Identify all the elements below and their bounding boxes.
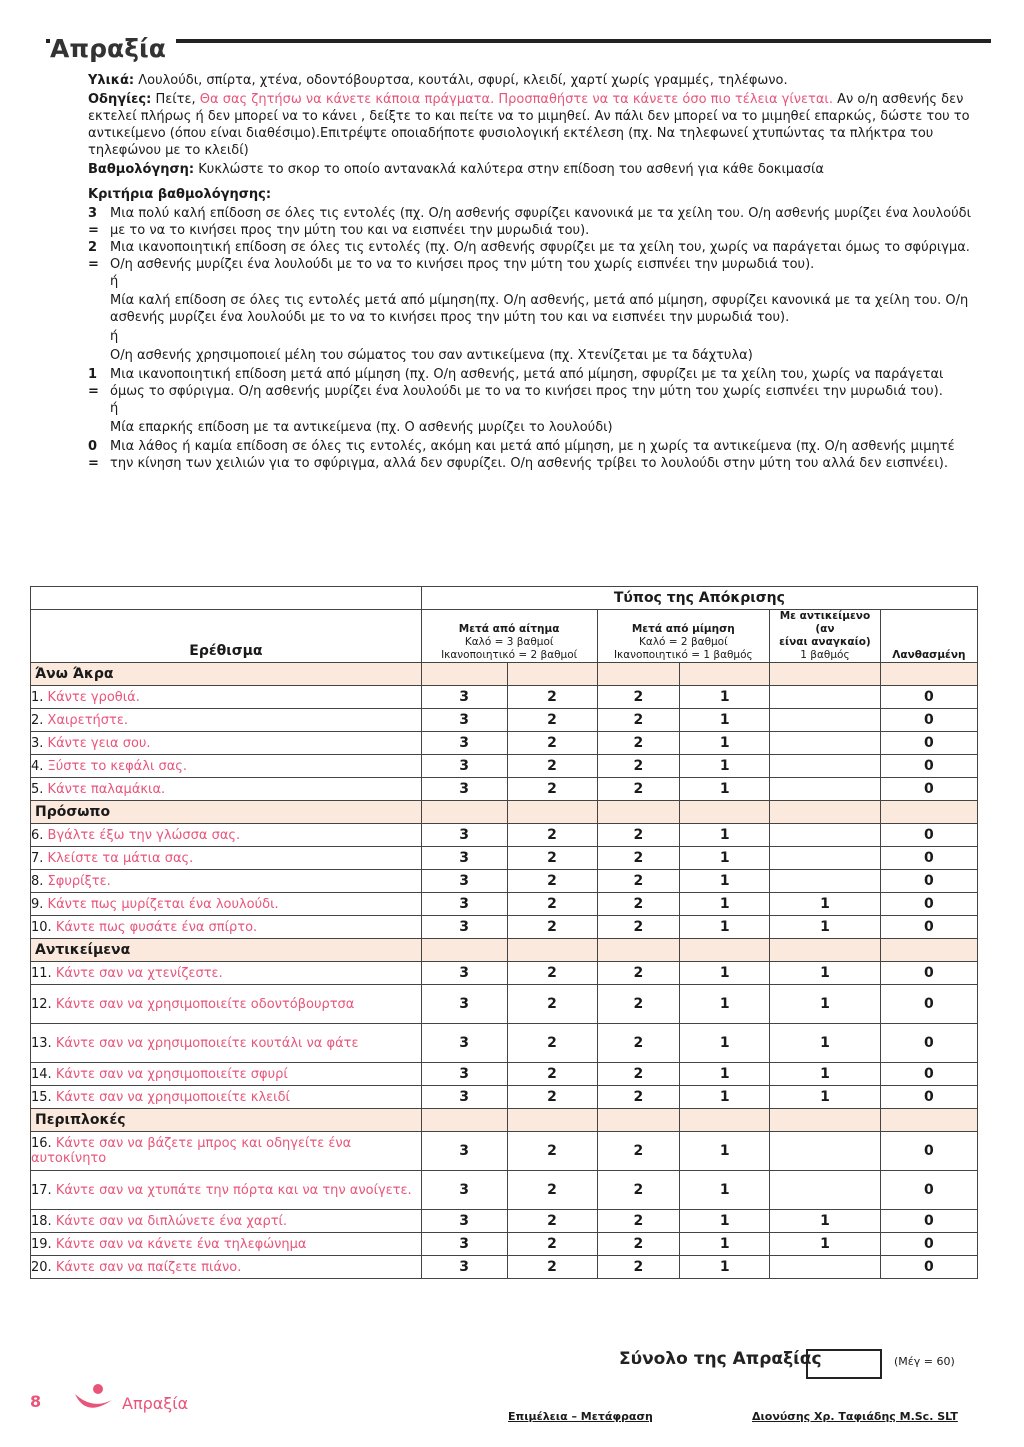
- score-cell[interactable]: 1: [680, 870, 770, 893]
- score-cell[interactable]: 1: [680, 1233, 770, 1256]
- item-text: Κάντε πως μυρίζεται ένα λουλούδι.: [47, 896, 279, 912]
- table-row: [31, 1256, 978, 1279]
- after-imitation-header: Μετά από μίμηση Καλό = 2 βαθμοί Ικανοποιητικό = 1 βαθμός: [597, 610, 770, 663]
- score-cell[interactable]: 3: [421, 1256, 507, 1279]
- stimulus-cell: [31, 1256, 422, 1279]
- table-row: [31, 962, 978, 985]
- stimulus-cell: [31, 893, 422, 916]
- item-number: 15.: [31, 1089, 52, 1105]
- scoring: Βαθμολόγηση: Κυκλώστε το σκορ το οποίο αντανακλά καλύτερα στην επίδοση του ασθενή για κάθε δοκιμασία: [88, 162, 824, 177]
- score-cell[interactable]: 1: [680, 962, 770, 985]
- score-cell[interactable]: 0: [880, 1256, 977, 1279]
- item-number: 12.: [31, 996, 52, 1012]
- score-cell[interactable]: 3: [421, 1132, 507, 1171]
- item-text: Κάντε σαν να παίζετε πιάνο.: [55, 1259, 242, 1275]
- score-cell[interactable]: 0: [880, 962, 977, 985]
- score-cell[interactable]: 1: [770, 962, 881, 985]
- score-cell[interactable]: 0: [880, 1132, 977, 1171]
- score-cell[interactable]: 0: [880, 1086, 977, 1109]
- score-cell[interactable]: 2: [507, 916, 597, 939]
- score-cell[interactable]: 2: [597, 962, 680, 985]
- total-max: (Μέγ = 60): [894, 1355, 955, 1368]
- score-cell[interactable]: 1: [680, 985, 770, 1024]
- score-cell[interactable]: 1: [770, 1024, 881, 1063]
- stimulus-cell: [31, 1210, 422, 1233]
- score-cell[interactable]: 0: [880, 824, 977, 847]
- item-number: 13.: [31, 1035, 52, 1051]
- item-text: Κάντε σαν να χτυπάτε την πόρτα και να την ανοίγετε.: [55, 1182, 412, 1198]
- score-cell[interactable]: 2: [597, 709, 680, 732]
- footer-editing: Επιμέλεια – Μετάφραση: [508, 1410, 653, 1423]
- score-cell[interactable]: 1: [770, 1233, 881, 1256]
- table-row: [31, 985, 978, 1024]
- score-cell: [770, 824, 881, 847]
- item-number: 8.: [31, 873, 44, 889]
- score-cell[interactable]: 2: [597, 1132, 680, 1171]
- score-cell[interactable]: 3: [421, 893, 507, 916]
- score-cell[interactable]: 2: [507, 755, 597, 778]
- page-title: Απραξία: [50, 34, 176, 63]
- stimulus-cell: [31, 916, 422, 939]
- score-cell[interactable]: 2: [507, 1233, 597, 1256]
- score-cell[interactable]: 2: [597, 1063, 680, 1086]
- stimulus-cell: [31, 709, 422, 732]
- item-text: Χαιρετήστε.: [47, 712, 128, 728]
- score-cell[interactable]: 2: [597, 847, 680, 870]
- score-cell[interactable]: 3: [421, 847, 507, 870]
- response-type-header: Τύπος της Απόκρισης: [421, 587, 977, 610]
- score-cell: [770, 870, 881, 893]
- score-cell[interactable]: 0: [880, 985, 977, 1024]
- score-cell[interactable]: 1: [680, 1086, 770, 1109]
- score-cell[interactable]: 1: [680, 916, 770, 939]
- score-cell[interactable]: 3: [421, 1063, 507, 1086]
- score-cell[interactable]: 0: [880, 847, 977, 870]
- score-cell[interactable]: 3: [421, 686, 507, 709]
- score-cell[interactable]: 2: [597, 916, 680, 939]
- score-cell[interactable]: 0: [880, 709, 977, 732]
- item-number: 17.: [31, 1182, 52, 1198]
- item-text: Κάντε σαν να βάζετε μπρος και οδηγείτε ένα αυτοκίνητο: [31, 1136, 352, 1166]
- score-cell[interactable]: 1: [770, 985, 881, 1024]
- score-cell[interactable]: 2: [507, 985, 597, 1024]
- instruction-quote: Θα σας ζητήσω να κάνετε κάποια πράγματα. Προσπαθήστε να τα κάνετε όσο πιο τέλεια γίνεται.: [199, 92, 833, 107]
- score-cell: [770, 755, 881, 778]
- logo-icon: [72, 1380, 116, 1420]
- score-cell[interactable]: 0: [880, 732, 977, 755]
- score-cell[interactable]: 3: [421, 870, 507, 893]
- table-row: [31, 1210, 978, 1233]
- table-row: [31, 1063, 978, 1086]
- item-number: 1.: [31, 689, 44, 705]
- score-cell[interactable]: 1: [680, 1024, 770, 1063]
- score-cell[interactable]: 2: [507, 1132, 597, 1171]
- score-cell: [770, 1132, 881, 1171]
- score-cell[interactable]: 2: [507, 732, 597, 755]
- criterion-0: 0 = Μια λάθος ή καμία επίδοση σε όλες τις εντολές, ακόμη και μετά από μίμηση, με η χωρίς τα αντικείμενα (πχ. Ο/η ασθενής μιμητέ την κίνηση των χειλιών για το σφύριγμα, αλλά δεν σφυρίζει. Ο/η ασθενής τρίβει το λουλούδι στην μύτη του αλλά δεν εισπνέει).: [88, 439, 955, 471]
- item-text: Κάντε γεια σου.: [47, 735, 151, 751]
- criteria-heading: Κριτήρια βαθμολόγησης:: [88, 187, 272, 202]
- criterion-3: 3 = Μια πολύ καλή επίδοση σε όλες τις εντολές (πχ. Ο/η ασθενής σφυρίζει κανονικά με τα χείλη του. Ο/η ασθενής μυρίζει ένα λουλούδι με το να το κινήσει προς την μύτη του και να εισπνέει την μυρωδιά του).: [88, 206, 971, 238]
- criterion-2-alt: Μία καλή επίδοση σε όλες τις εντολές μετά από μίμηση(πχ. Ο/η ασθενής, μετά από μίμηση, σφυρίζει κανονικά με τα χείλη του. Ο/η ασθενής μυρίζει ένα λουλούδι με το να το κινήσει προς την μύτη του και να εισπνέει την μυρωδιά του).: [110, 293, 969, 325]
- stimulus-cell: [31, 870, 422, 893]
- stimulus-cell: [31, 1171, 422, 1210]
- score-cell[interactable]: 1: [680, 847, 770, 870]
- score-cell[interactable]: 1: [680, 1132, 770, 1171]
- stimulus-cell: [31, 1132, 422, 1171]
- score-cell[interactable]: 3: [421, 1210, 507, 1233]
- table-row: [31, 1024, 978, 1063]
- item-text: Κλείστε τα μάτια σας.: [47, 850, 194, 866]
- score-cell[interactable]: 2: [597, 778, 680, 801]
- section-row: [31, 939, 978, 962]
- total-label: Σύνολο της Απραξίας: [619, 1349, 822, 1369]
- score-cell[interactable]: 3: [421, 962, 507, 985]
- score-cell[interactable]: 1: [680, 709, 770, 732]
- score-cell[interactable]: 0: [880, 1210, 977, 1233]
- score-cell[interactable]: 2: [507, 1256, 597, 1279]
- table-row: [31, 1086, 978, 1109]
- item-text: Κάντε σαν να διπλώνετε ένα χαρτί.: [55, 1213, 288, 1229]
- score-cell[interactable]: 2: [507, 1171, 597, 1210]
- score-cell[interactable]: 1: [680, 1171, 770, 1210]
- stimulus-cell: [31, 686, 422, 709]
- score-cell[interactable]: 2: [597, 985, 680, 1024]
- score-cell[interactable]: 2: [597, 1171, 680, 1210]
- score-cell[interactable]: 2: [597, 1086, 680, 1109]
- wrong-header: Λανθασμένη: [880, 610, 977, 663]
- score-cell[interactable]: 1: [680, 732, 770, 755]
- stimulus-cell: [31, 1024, 422, 1063]
- apraxia-score-table: [30, 586, 978, 1279]
- page-number: 8: [30, 1392, 42, 1411]
- score-cell: [770, 732, 881, 755]
- stimulus-header: Ερέθισμα: [31, 610, 422, 663]
- item-number: 7.: [31, 850, 44, 866]
- score-cell[interactable]: 0: [880, 778, 977, 801]
- score-cell[interactable]: 2: [507, 778, 597, 801]
- score-cell[interactable]: 3: [421, 916, 507, 939]
- score-cell[interactable]: 0: [880, 893, 977, 916]
- item-number: 16.: [31, 1136, 52, 1151]
- item-text: Κάντε παλαμάκια.: [47, 781, 166, 797]
- section-name: Άνω Άκρα: [31, 663, 422, 686]
- score-cell[interactable]: 1: [770, 1063, 881, 1086]
- stimulus-cell: [31, 962, 422, 985]
- score-cell[interactable]: 3: [421, 709, 507, 732]
- score-cell[interactable]: 3: [421, 1233, 507, 1256]
- item-text: Κάντε σαν να χρησιμοποιείτε κουτάλι να φάτε: [55, 1035, 359, 1051]
- score-cell[interactable]: 2: [507, 709, 597, 732]
- table-row: [31, 1132, 978, 1171]
- score-cell: [770, 778, 881, 801]
- section-row: [31, 1109, 978, 1132]
- score-cell[interactable]: 3: [421, 824, 507, 847]
- score-cell[interactable]: 1: [770, 893, 881, 916]
- item-text: Κάντε σαν να χτενίζεστε.: [55, 965, 223, 981]
- score-cell: [770, 686, 881, 709]
- score-cell[interactable]: 1: [680, 824, 770, 847]
- stimulus-cell: [31, 1233, 422, 1256]
- score-cell[interactable]: 1: [680, 893, 770, 916]
- criterion-1-alt: Μία επαρκής επίδοση με τα αντικείμενα (πχ. Ο ασθενής μυρίζει το λουλούδι): [110, 420, 613, 435]
- item-number: 20.: [31, 1259, 52, 1275]
- score-cell[interactable]: 2: [597, 893, 680, 916]
- stimulus-cell: [31, 732, 422, 755]
- score-cell: [770, 847, 881, 870]
- score-cell[interactable]: 2: [507, 1210, 597, 1233]
- item-number: 11.: [31, 965, 52, 981]
- table-row: [31, 916, 978, 939]
- table-row: [31, 1171, 978, 1210]
- score-cell[interactable]: 2: [597, 870, 680, 893]
- score-cell[interactable]: 2: [507, 1024, 597, 1063]
- criterion-1: 1 = Μια ικανοποιητική επίδοση μετά από μίμηση (πχ. Ο/η ασθενής, μετά από μίμηση, σφυρίζει με τα χείλη του, χωρίς να παράγεται όμως το σφύριγμα. Ο/η ασθενής μυρίζει ένα λουλούδι με το να το κινήσει προς την μύτη του χωρίς εισπνέει την μυρωδιά του).: [88, 367, 944, 399]
- score-cell[interactable]: 0: [880, 1171, 977, 1210]
- score-cell[interactable]: 2: [507, 870, 597, 893]
- footer-author: Διονύσης Χρ. Ταφιάδης M.Sc. SLT: [752, 1410, 958, 1423]
- or-label: ή: [110, 274, 119, 289]
- stimulus-cell: [31, 847, 422, 870]
- score-cell[interactable]: 0: [880, 755, 977, 778]
- stimulus-cell: [31, 1086, 422, 1109]
- stimulus-cell: [31, 824, 422, 847]
- item-text: Κάντε σαν να χρησιμοποιείτε οδοντόβουρτσα: [55, 996, 355, 1012]
- score-cell: [770, 709, 881, 732]
- score-cell[interactable]: 2: [597, 755, 680, 778]
- item-text: Σφυρίξτε.: [47, 873, 111, 889]
- score-cell[interactable]: 2: [597, 824, 680, 847]
- title-rule: [46, 39, 991, 43]
- score-cell[interactable]: 2: [507, 1063, 597, 1086]
- item-number: 18.: [31, 1213, 52, 1229]
- score-cell[interactable]: 2: [507, 893, 597, 916]
- or-label: ή: [110, 329, 119, 344]
- total-score-box[interactable]: [806, 1349, 882, 1379]
- stimulus-cell: [31, 755, 422, 778]
- table-row: [31, 847, 978, 870]
- score-cell[interactable]: 2: [507, 1086, 597, 1109]
- criterion-2: 2 = Μια ικανοποιητική επίδοση σε όλες τις εντολές (πχ. Ο/η ασθενής σφυρίζει με τα χείλη του, χωρίς να παράγεται όμως το σφύριγμα. Ο/η ασθενής μυρίζει ένα λουλούδι με το να το κινήσει προς την μύτη του χωρίς εισπνέει την μυρωδιά του).: [88, 240, 970, 272]
- score-cell[interactable]: 3: [421, 732, 507, 755]
- item-number: 3.: [31, 735, 44, 751]
- score-cell[interactable]: 2: [597, 1233, 680, 1256]
- item-number: 9.: [31, 896, 44, 912]
- item-number: 14.: [31, 1066, 52, 1082]
- score-cell[interactable]: 2: [597, 1256, 680, 1279]
- with-object-header: Με αντικείμενο (αν είναι αναγκαίο) 1 βαθμός: [770, 610, 881, 663]
- item-number: 2.: [31, 712, 44, 728]
- stimulus-cell: [31, 985, 422, 1024]
- item-number: 19.: [31, 1236, 52, 1252]
- score-cell[interactable]: 1: [770, 1210, 881, 1233]
- score-cell[interactable]: 1: [770, 1086, 881, 1109]
- score-cell[interactable]: 0: [880, 686, 977, 709]
- score-cell[interactable]: 3: [421, 985, 507, 1024]
- footer-section: Απραξία: [122, 1394, 189, 1413]
- item-text: Βγάλτε έξω την γλώσσα σας.: [47, 827, 241, 843]
- section-name: Περιπλοκές: [31, 1109, 422, 1132]
- section-row: [31, 663, 978, 686]
- score-cell[interactable]: 0: [880, 1024, 977, 1063]
- section-name: Αντικείμενα: [31, 939, 422, 962]
- table-row: [31, 870, 978, 893]
- score-cell[interactable]: 2: [597, 1024, 680, 1063]
- score-cell[interactable]: 3: [421, 755, 507, 778]
- criterion-2-alt: Ο/η ασθενής χρησιμοποιεί μέλη του σώματος του σαν αντικείμενα (πχ. Χτενίζεται με τα δάχτυλα): [110, 348, 753, 363]
- stimulus-cell: [31, 1063, 422, 1086]
- score-cell[interactable]: 1: [680, 686, 770, 709]
- score-cell[interactable]: 2: [507, 847, 597, 870]
- score-cell: [770, 1171, 881, 1210]
- item-text: Ξύστε το κεφάλι σας.: [47, 758, 188, 774]
- materials: Υλικά: Λουλούδι, σπίρτα, χτένα, οδοντόβουρτσα, κουτάλι, σφυρί, κλειδί, χαρτί χωρίς γραμμές, τηλέφωνο.: [88, 73, 788, 88]
- section-name: Πρόσωπο: [31, 801, 422, 824]
- table-row: [31, 824, 978, 847]
- score-cell[interactable]: 2: [507, 824, 597, 847]
- item-text: Κάντε σαν να κάνετε ένα τηλεφώνημα: [55, 1236, 307, 1252]
- item-number: 4.: [31, 758, 44, 774]
- table-row: [31, 1233, 978, 1256]
- score-cell[interactable]: 2: [597, 1210, 680, 1233]
- instructions-block: [88, 72, 976, 472]
- or-label: ή: [110, 401, 119, 416]
- table-row: [31, 755, 978, 778]
- after-request-header: Μετά από αίτημα Καλό = 3 βαθμοί Ικανοποιητικό = 2 βαθμοί: [421, 610, 597, 663]
- score-cell[interactable]: 3: [421, 1086, 507, 1109]
- table-row: [31, 709, 978, 732]
- table-row: [31, 732, 978, 755]
- score-cell[interactable]: 3: [421, 778, 507, 801]
- item-text: Κάντε σαν να χρησιμοποιείτε σφυρί: [55, 1066, 288, 1082]
- score-cell[interactable]: 1: [680, 1256, 770, 1279]
- item-text: Κάντε γροθιά.: [47, 689, 140, 705]
- score-cell[interactable]: 1: [680, 755, 770, 778]
- score-cell[interactable]: 1: [680, 778, 770, 801]
- score-cell[interactable]: 0: [880, 1233, 977, 1256]
- score-cell[interactable]: 2: [507, 686, 597, 709]
- table-row: [31, 686, 978, 709]
- section-row: [31, 801, 978, 824]
- score-cell[interactable]: 1: [770, 916, 881, 939]
- table-row: [31, 778, 978, 801]
- score-cell[interactable]: 3: [421, 1024, 507, 1063]
- score-cell[interactable]: 3: [421, 1171, 507, 1210]
- item-text: Κάντε πως φυσάτε ένα σπίρτο.: [55, 919, 258, 935]
- score-cell[interactable]: 0: [880, 1063, 977, 1086]
- score-cell[interactable]: 1: [680, 1063, 770, 1086]
- instructions: Οδηγίες: Πείτε, Θα σας ζητήσω να κάνετε κάποια πράγματα. Προσπαθήστε να τα κάνετε όσο πιο τέλεια γίνεται. Αν ο/η ασθενής δεν εκτελεί πλήρως ή δεν μπορεί να το κάνει , δείξτε το και πείτε να το μιμηθεί. Αν πάλι δεν μπορεί να το μιμηθεί επαρκώς, δώστε του το αντικείμενο (όπου είναι διαθέσιμο).Επιτρέψτε οποιαδήποτε φυσιολογική εκτέλεση (πχ. Να τηλεφωνεί χτυπώντας τα πλήκτρα του τηλεφώνου με το κλειδί): [88, 92, 970, 158]
- score-cell[interactable]: 0: [880, 916, 977, 939]
- stimulus-cell: [31, 778, 422, 801]
- score-cell[interactable]: 2: [597, 732, 680, 755]
- score-cell[interactable]: 1: [680, 1210, 770, 1233]
- score-cell[interactable]: 2: [507, 962, 597, 985]
- item-number: 6.: [31, 827, 44, 843]
- score-cell[interactable]: 0: [880, 870, 977, 893]
- item-text: Κάντε σαν να χρησιμοποιείτε κλειδί: [55, 1089, 290, 1105]
- item-number: 5.: [31, 781, 44, 797]
- score-cell: [770, 1256, 881, 1279]
- score-cell[interactable]: 2: [597, 686, 680, 709]
- table-row: [31, 893, 978, 916]
- item-number: 10.: [31, 919, 52, 935]
